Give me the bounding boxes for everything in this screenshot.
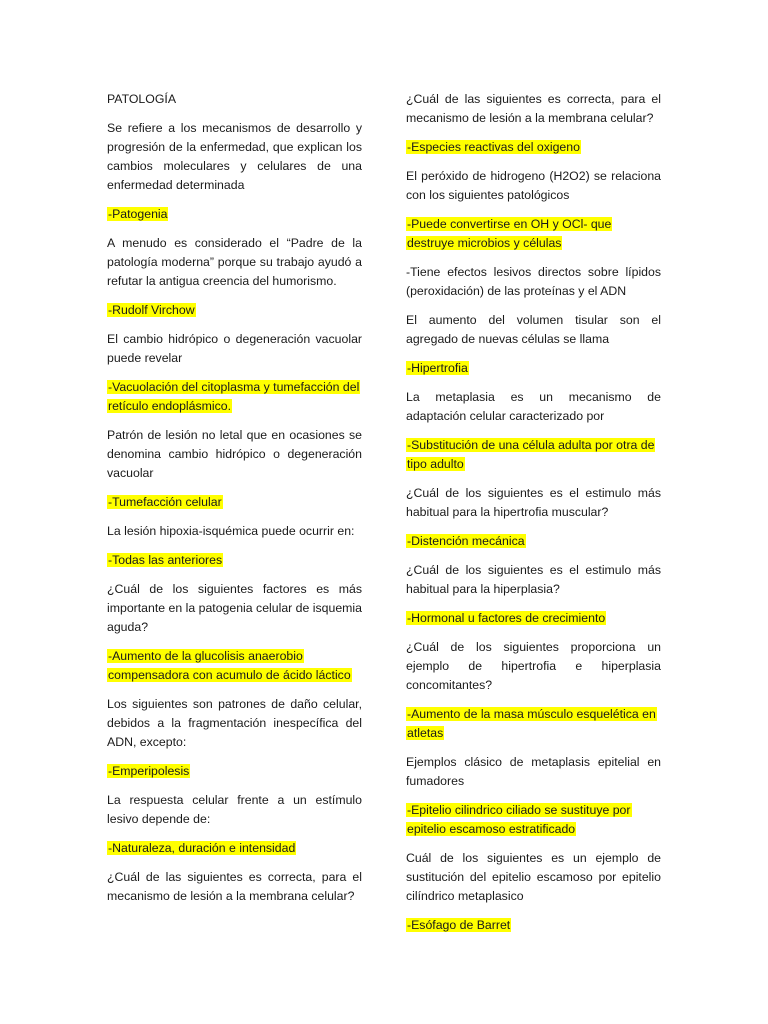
highlighted-answer-text: -Hipertrofia <box>407 361 468 375</box>
right-answer <box>406 138 661 157</box>
left-answer <box>107 647 362 685</box>
right-question: Cuál de los siguientes es un ejemplo de sustitución del epitelio escamoso por epitelio cilíndrico metaplasico <box>406 851 661 903</box>
left-column <box>107 90 362 916</box>
highlighted-answer-text: -Patogenia <box>108 207 168 221</box>
right-answer <box>406 532 661 551</box>
left-question: A menudo es considerado el “Padre de la patología moderna” porque su trabajo ayudó a refutar la antigua creencia del humorismo. <box>107 236 362 288</box>
highlighted-answer-text: -Vacuolación del citoplasma y tumefacción del retículo endoplásmico. <box>108 380 360 413</box>
left-question: El cambio hidrópico o degeneración vacuolar puede revelar <box>107 332 362 365</box>
left-answer <box>107 378 362 416</box>
left-question: La respuesta celular frente a un estímulo lesivo depende de: <box>107 793 362 826</box>
right-question: ¿Cuál de los siguientes proporciona un ejemplo de hipertrofia e hiperplasia concomitantes? <box>406 640 661 692</box>
left-answer <box>107 301 362 320</box>
right-question: ¿Cuál de los siguientes es el estimulo más habitual para la hipertrofia muscular? <box>406 486 661 519</box>
highlighted-answer-text: -Distención mecánica <box>407 534 525 548</box>
right-question: El peróxido de hidrogeno (H2O2) se relaciona con los siguientes patológicos <box>406 169 661 202</box>
right-question: Ejemplos clásico de metaplasis epitelial en fumadores <box>406 755 661 788</box>
left-question: Patrón de lesión no letal que en ocasiones se denomina cambio hidrópico o degeneración vacuolar <box>107 428 362 480</box>
highlighted-answer-text: -Aumento de la masa músculo esquelética en atletas <box>407 707 656 740</box>
right-answer <box>406 916 661 935</box>
right-answer <box>406 436 661 474</box>
right-question: ¿Cuál de las siguientes es correcta, para el mecanismo de lesión a la membrana celular? <box>406 92 661 125</box>
highlighted-answer-text: -Epitelio cilindrico ciliado se sustituye por epitelio escamoso estratificado <box>407 803 631 836</box>
right-column <box>406 90 661 945</box>
left-question: ¿Cuál de las siguientes es correcta, para el mecanismo de lesión a la membrana celular? <box>107 870 362 903</box>
highlighted-answer-text: -Rudolf Virchow <box>108 303 195 317</box>
right-question: El aumento del volumen tisular son el agregado de nuevas células se llama <box>406 313 661 346</box>
right-answer <box>406 801 661 839</box>
left-question: La lesión hipoxia-isquémica puede ocurrir en: <box>107 524 355 538</box>
left-answer <box>107 493 362 512</box>
left-answer <box>107 551 362 570</box>
highlighted-answer-text: -Puede convertirse en OH y OCl- que destruye microbios y células <box>407 217 612 250</box>
highlighted-answer-text: -Naturaleza, duración e intensidad <box>108 841 296 855</box>
left-question: Se refiere a los mecanismos de desarrollo y progresión de la enfermedad, que explican los cambios moleculares y celulares de una enfermedad determinada <box>107 121 362 192</box>
highlighted-answer-text: -Tumefacción celular <box>108 495 222 509</box>
highlighted-answer-text: -Especies reactivas del oxigeno <box>407 140 580 154</box>
right-answer <box>406 215 661 253</box>
left-answer <box>107 839 362 858</box>
highlighted-answer-text: -Substitución de una célula adulta por otra de tipo adulto <box>407 438 655 471</box>
right-answer <box>406 705 661 743</box>
left-question: ¿Cuál de los siguientes factores es más importante en la patogenia celular de isquemia aguda? <box>107 582 362 634</box>
right-question: ¿Cuál de los siguientes es el estimulo más habitual para la hiperplasia? <box>406 563 661 596</box>
right-question: -Tiene efectos lesivos directos sobre lípidos (peroxidación) de las proteínas y el ADN <box>406 265 661 298</box>
right-answer <box>406 609 661 628</box>
highlighted-answer-text: -Todas las anteriores <box>108 553 223 567</box>
document-title: PATOLOGÍA <box>107 92 177 106</box>
highlighted-answer-text: -Emperipolesis <box>108 764 190 778</box>
left-question: Los siguientes son patrones de daño celular, debidos a la fragmentación inespecífica del ADN, excepto: <box>107 697 362 749</box>
left-answer <box>107 762 362 781</box>
highlighted-answer-text: -Aumento de la glucolisis anaerobio compensadora con acumulo de ácido láctico <box>108 649 351 682</box>
highlighted-answer-text: -Hormonal u factores de crecimiento <box>407 611 606 625</box>
right-question: La metaplasia es un mecanismo de adaptación celular caracterizado por <box>406 390 661 423</box>
right-answer <box>406 359 661 378</box>
highlighted-answer-text: -Esófago de Barret <box>407 918 511 932</box>
left-answer <box>107 205 362 224</box>
